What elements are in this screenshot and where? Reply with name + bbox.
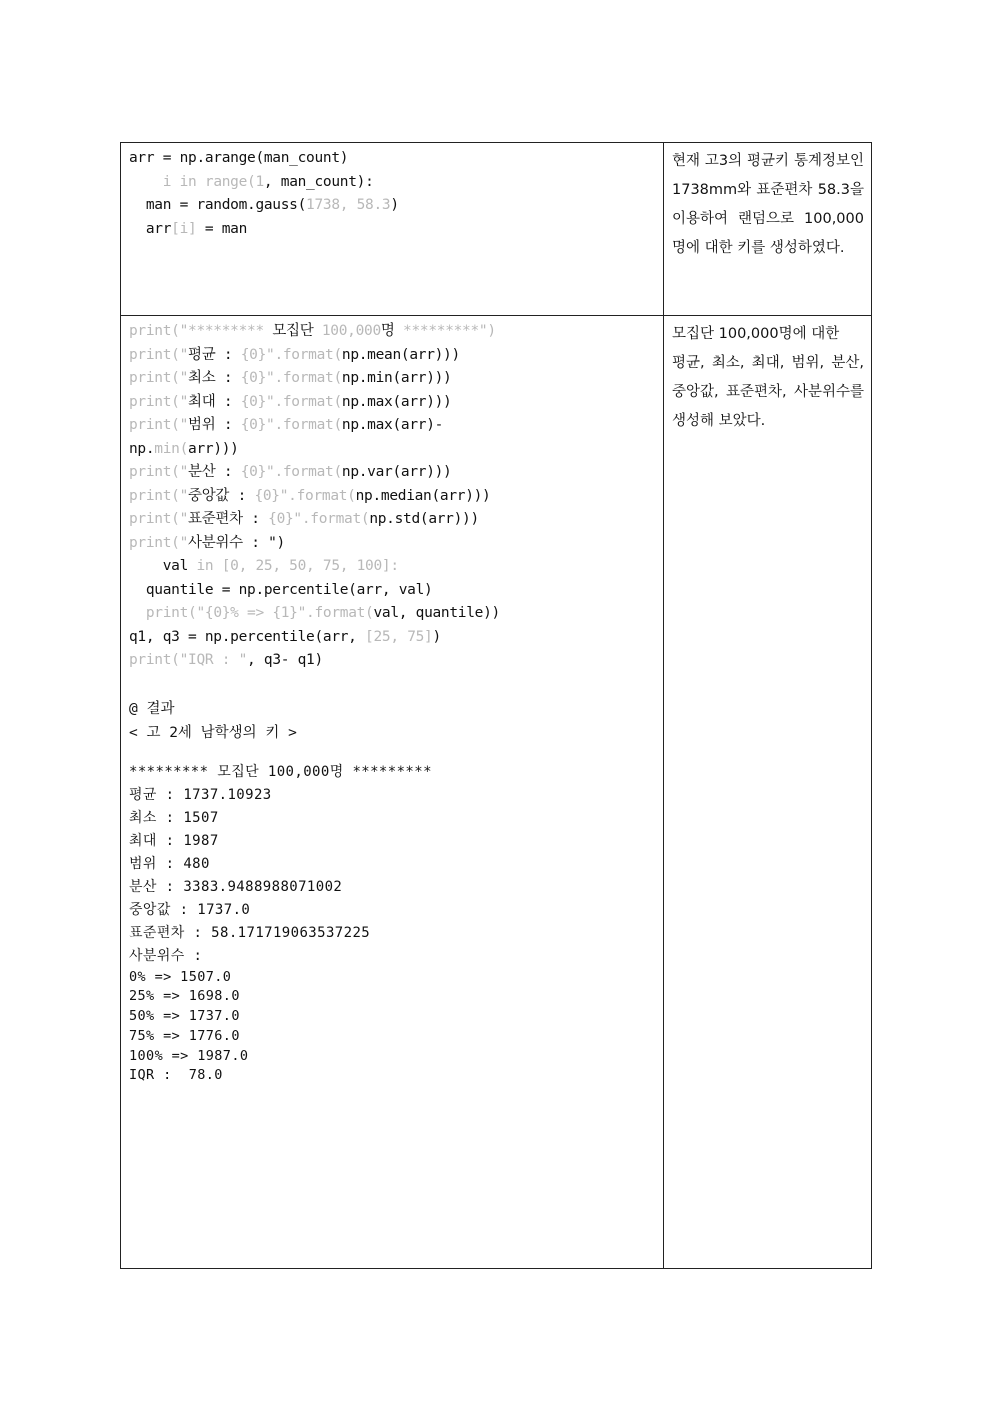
code-text: val, quantile)) — [373, 605, 500, 621]
quantile-line: 0% => 1507.0 — [129, 968, 232, 985]
code-text: np.max(arr))) — [341, 393, 452, 410]
code-text-faded: [25, 75] — [365, 628, 433, 645]
code-text: 모집단 — [272, 323, 314, 339]
code-line — [129, 485, 657, 509]
code-line — [129, 555, 657, 579]
code-line — [129, 461, 657, 485]
result-line: 최소 : 1507 — [129, 809, 219, 826]
code-text-faded: {0}". — [240, 370, 283, 386]
result-line: ********* 모집단 100,000명 ********* — [129, 763, 432, 780]
code-text-faded: print(" — [129, 511, 189, 527]
description-cell-generate — [664, 143, 872, 316]
result-line: 범위 : 480 — [129, 855, 210, 872]
code-text: , q3- q1) — [247, 652, 323, 668]
description-generate: 현재 고3의 평균키 통계정보인 1738mm와 표준편차 58.3을 이용하여 랜덤으로 100,000명에 대한 키를 생성하였다. — [672, 153, 864, 256]
code-cell-statistics — [121, 316, 664, 1269]
code-text-faded: 100,000 — [313, 323, 381, 339]
code-text-faded: print(" — [129, 487, 189, 504]
result-lines — [129, 761, 657, 968]
code-text-faded: i in range(1 — [162, 173, 264, 190]
code-text: = man — [196, 220, 248, 237]
code-text — [129, 174, 163, 190]
description-statistics — [664, 316, 871, 436]
code-text-faded: format( — [282, 346, 342, 363]
result-section — [121, 673, 663, 1087]
code-block-generate — [121, 143, 663, 241]
code-text: 중앙값 : — [188, 487, 255, 504]
quantile-line: 100% => 1987.0 — [129, 1047, 249, 1064]
code-text-faded: format( — [296, 487, 356, 504]
code-text-faded: {0}". — [254, 487, 297, 504]
result-line: 평균 : 1737.10923 — [129, 786, 272, 803]
code-text: 명 — [380, 323, 395, 339]
code-line — [129, 194, 657, 218]
code-text: 범위 : — [188, 417, 241, 433]
code-block-statistics — [121, 316, 663, 673]
result-subtitle: < 고 2세 남학생의 키 > — [129, 724, 297, 741]
code-text-faded: print("IQR : " — [129, 652, 248, 668]
code-text-faded: *********") — [394, 323, 496, 339]
code-text: 분산 : — [188, 464, 241, 480]
code-text-faded: print(" — [129, 370, 189, 386]
code-text: np.var(arr))) — [341, 464, 452, 480]
result-line: 표준편차 : 58.171719063537225 — [129, 924, 371, 941]
code-text-faded: {0}". — [240, 464, 283, 480]
code-line — [129, 391, 657, 415]
code-text: 사분위수 : ") — [188, 534, 285, 551]
code-text: 표준편차 : — [188, 511, 269, 527]
result-line: 중앙값 : 1737.0 — [129, 901, 251, 918]
code-text: ) — [390, 197, 399, 213]
code-text-faded: format( — [310, 511, 370, 527]
code-text: ) — [432, 628, 441, 645]
quantile-line: IQR : 78.0 — [129, 1067, 223, 1084]
code-line — [129, 344, 657, 368]
quantile-line: 75% => 1776.0 — [129, 1027, 240, 1044]
code-text-faded: [i] — [171, 220, 197, 237]
result-line: 최대 : 1987 — [129, 832, 219, 849]
code-text-faded: {0}". — [240, 417, 283, 433]
code-text-faded: print(" — [129, 464, 189, 480]
code-line — [129, 320, 657, 344]
code-text: man = random.gauss( — [129, 197, 307, 213]
code-text-faded: print(" — [129, 534, 189, 551]
result-line: 분산 : 3383.9488988071002 — [129, 878, 343, 895]
code-line — [129, 649, 657, 673]
code-line — [129, 438, 657, 462]
description-paragraph: 평균, 최소, 최대, 범위, 분산, 중앙값, 표준편차, 사분위수를 생성해 보았다. — [672, 355, 864, 429]
code-text: arr = np.arange(man_count) — [129, 150, 349, 166]
description-cell-statistics — [664, 316, 872, 1269]
quantile-line: 50% => 1737.0 — [129, 1008, 240, 1025]
code-line — [129, 218, 657, 242]
code-text-faded: format( — [282, 370, 342, 386]
code-text-faded: {0}". — [268, 511, 311, 527]
code-text: , man_count): — [263, 173, 374, 190]
code-line — [129, 414, 657, 438]
code-text: np.max(arr)- — [341, 417, 444, 433]
code-text: np.median(arr))) — [355, 487, 491, 504]
code-text-faded: print(" — [129, 393, 189, 410]
quantile-lines — [129, 968, 657, 1087]
code-text: arr))) — [188, 440, 239, 457]
code-text-faded: print("{0}% => {1}".format( — [145, 605, 374, 621]
result-line: 사분위수 : — [129, 947, 203, 964]
code-line — [129, 367, 657, 391]
code-text-faded: format( — [282, 464, 342, 480]
code-line — [129, 579, 657, 603]
table-row — [121, 316, 872, 1269]
code-text: np. — [129, 440, 155, 457]
code-text: 평균 : — [188, 346, 241, 363]
code-line — [129, 147, 657, 171]
code-text: 최대 : — [188, 393, 241, 410]
code-text-faded: format( — [282, 393, 342, 410]
code-text-faded: in [0, 25, 50, 75, 100]: — [196, 558, 399, 574]
description-paragraph: 모집단 100,000명에 대한 — [672, 326, 840, 342]
code-text: np.std(arr))) — [369, 511, 479, 527]
code-text — [129, 605, 146, 621]
code-text-faded: print("********* — [129, 323, 273, 339]
code-line — [129, 602, 657, 626]
code-text-faded: print(" — [129, 417, 189, 433]
code-line — [129, 508, 657, 532]
result-title: @ 결과 — [129, 700, 175, 717]
table-row — [121, 143, 872, 316]
quantile-line: 25% => 1698.0 — [129, 988, 240, 1005]
code-text-faded: format( — [282, 417, 342, 433]
code-text-faded: 1738, 58.3 — [306, 197, 391, 213]
document-table — [120, 142, 872, 1269]
code-line — [129, 626, 657, 650]
code-text: arr — [129, 220, 172, 237]
code-text: 최소 : — [188, 370, 241, 386]
code-text-faded: {0}". — [240, 346, 283, 363]
code-text: q1, q3 = np.percentile(arr, — [129, 628, 366, 645]
code-line — [129, 171, 657, 195]
code-cell-generate — [121, 143, 664, 316]
code-text-faded: min( — [154, 440, 189, 457]
code-line — [129, 532, 657, 556]
code-text: np.min(arr))) — [341, 370, 452, 386]
code-text: val — [129, 558, 197, 574]
code-text-faded: print(" — [129, 346, 189, 363]
code-text-faded: {0}". — [240, 393, 283, 410]
code-text: np.mean(arr))) — [341, 346, 460, 363]
code-text: quantile = np.percentile(arr, val) — [129, 581, 433, 598]
